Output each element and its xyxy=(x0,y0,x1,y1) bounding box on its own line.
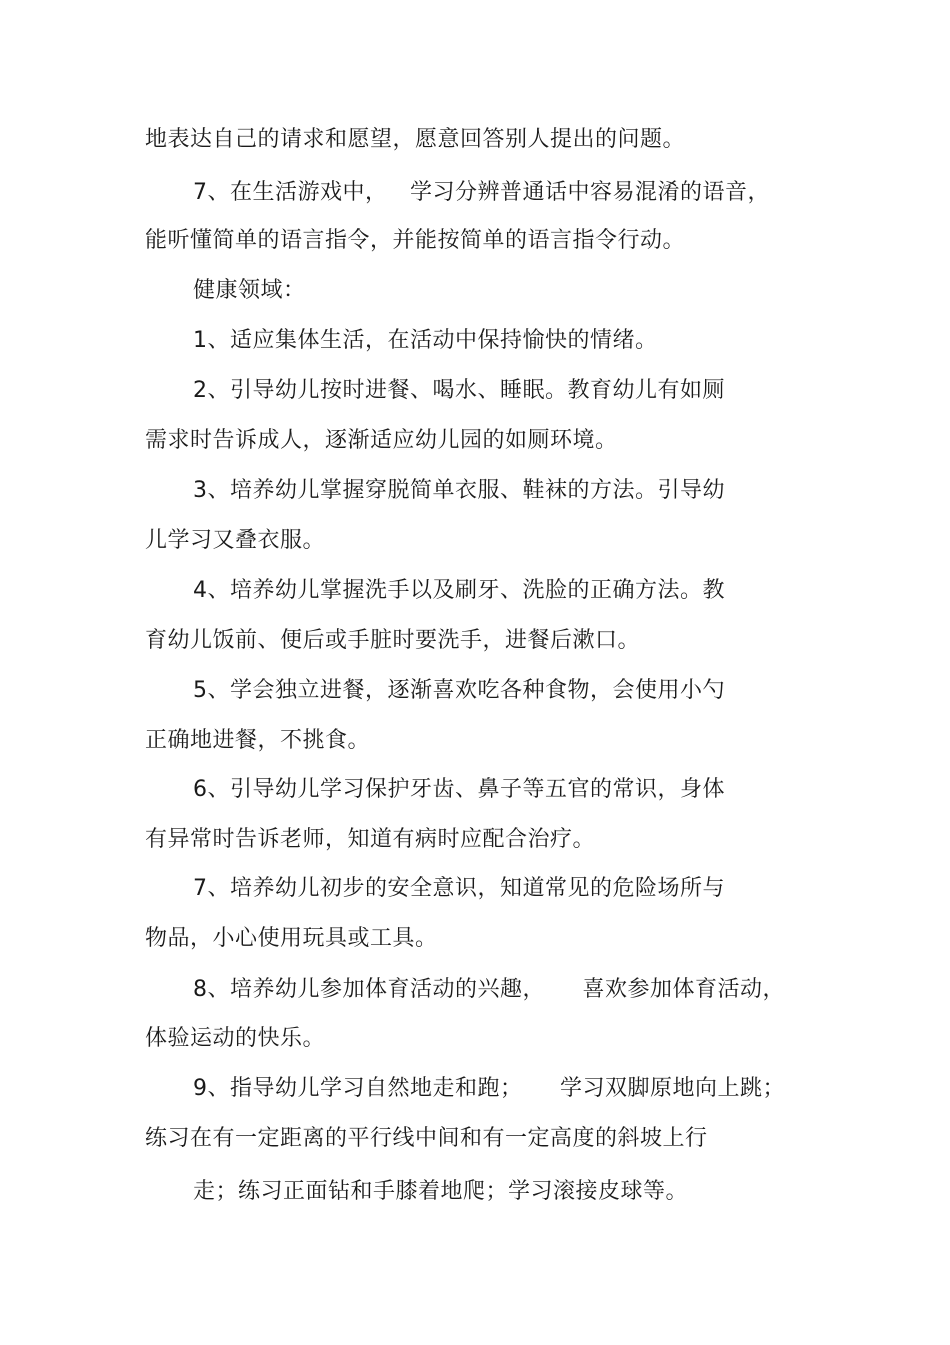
paragraph-line: 有异常时告诉老师，知道有病时应配合治疗。 xyxy=(145,827,596,852)
paragraph-line: 走；练习正面钻和手膝着地爬；学习滚接皮球等。 xyxy=(193,1179,689,1204)
list-item-6: 6、引导幼儿学习保护牙齿、鼻子等五官的常识，身体 xyxy=(193,777,725,802)
list-item-2: 2、引导幼儿按时进餐、喝水、睡眠。教育幼儿有如厕 xyxy=(193,378,725,403)
list-item-5: 5、学会独立进餐，逐渐喜欢吃各种食物，会使用小勺 xyxy=(193,678,725,703)
list-item-8: 8、培养幼儿参加体育活动的兴趣， 喜欢参加体育活动， xyxy=(193,977,785,1002)
paragraph-line: 需求时告诉成人，逐渐适应幼儿园的如厕环境。 xyxy=(145,428,618,453)
paragraph-line: 体验运动的快乐。 xyxy=(145,1026,326,1051)
list-item-9: 9、指导幼儿学习自然地走和跑； 学习双脚原地向上跳； xyxy=(193,1076,785,1101)
paragraph-line: 育幼儿饭前、便后或手脏时要洗手，进餐后漱口。 xyxy=(145,628,641,653)
list-item-1: 1、适应集体生活，在活动中保持愉快的情绪。 xyxy=(193,328,658,353)
paragraph-line: 练习在有一定距离的平行线中间和有一定高度的斜坡上行 xyxy=(145,1126,708,1151)
list-item-4: 4、培养幼儿掌握洗手以及刷牙、洗脸的正确方法。教 xyxy=(193,578,725,603)
paragraph-line: 儿学习又叠衣服。 xyxy=(145,528,326,553)
list-item-7-safety: 7、培养幼儿初步的安全意识，知道常见的危险场所与 xyxy=(193,876,725,901)
list-item-3: 3、培养幼儿掌握穿脱简单衣服、鞋袜的方法。引导幼 xyxy=(193,478,725,503)
section-heading-health: 健康领域： xyxy=(193,278,306,303)
paragraph-line: 能听懂简单的语言指令，并能按简单的语言指令行动。 xyxy=(145,228,686,253)
paragraph-line: 地表达自己的请求和愿望，愿意回答别人提出的问题。 xyxy=(145,127,686,152)
paragraph-line: 物品，小心使用玩具或工具。 xyxy=(145,926,438,951)
list-item-7-language: 7、在生活游戏中， 学习分辨普通话中容易混淆的语音， xyxy=(193,180,770,205)
paragraph-line: 正确地进餐，不挑食。 xyxy=(145,728,371,753)
